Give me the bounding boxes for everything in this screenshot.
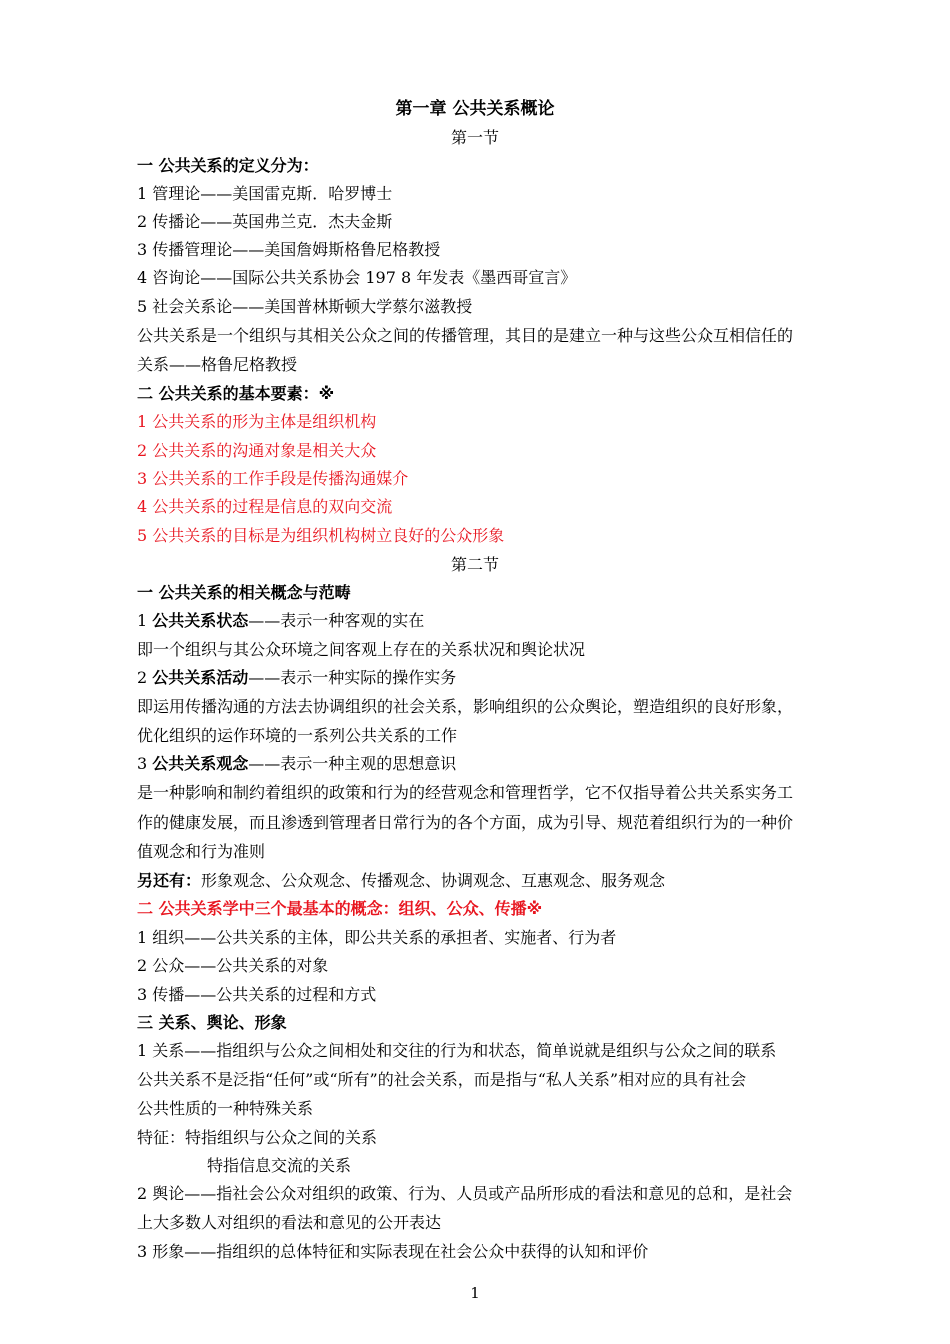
list-item: 4 咨询论——国际公共关系协会 197 8 年发表《墨西哥宣言》 <box>137 268 577 287</box>
paragraph: 作的健康发展，而且渗透到管理者日常行为的各个方面，成为引导、规范着组织行为的一种价 <box>137 813 794 832</box>
paragraph: 值观念和行为准则 <box>137 842 266 861</box>
item-number: 3 <box>137 754 153 773</box>
list-item: 1 关系——指组织与公众之间相处和交往的行为和状态，简单说就是组织与公众之间的联系 <box>137 1041 777 1060</box>
heading: 三 关系、舆论、形象 <box>137 1013 287 1032</box>
paragraph: 特征：特指组织与公众之间的关系 <box>137 1128 378 1147</box>
list-item: 3 传播——公共关系的过程和方式 <box>137 985 377 1004</box>
term: 公共关系观念 <box>152 754 249 773</box>
page-number: 1 <box>470 1284 480 1302</box>
also-text: 形象观念、公众观念、传播观念、协调观念、互惠观念、服务观念 <box>201 871 666 890</box>
heading: 一 公共关系的定义分为： <box>137 156 319 175</box>
also-label: 另还有： <box>137 871 202 890</box>
item-text: ——表示一种主观的思想意识 <box>248 754 457 773</box>
list-item: 5 公共关系的目标是为组织机构树立良好的公众形象 <box>137 526 505 545</box>
section-heading: 第二节 <box>450 555 499 574</box>
list-item: 1 管理论——美国雷克斯．哈罗博士 <box>137 184 393 203</box>
term: 公共关系活动 <box>152 668 249 687</box>
list-item: 2 公共关系的沟通对象是相关大众 <box>137 441 377 460</box>
paragraph: 优化组织的运作环境的一系列公共关系的工作 <box>137 726 458 745</box>
term: 公共关系状态 <box>152 611 249 630</box>
list-item: 2 舆论——指社会公众对组织的政策、行为、人员或产品所形成的看法和意见的总和，是社会 <box>137 1184 793 1203</box>
list-item: 3 形象——指组织的总体特征和实际表现在社会公众中获得的认知和评价 <box>137 1242 649 1261</box>
list-item <box>137 611 862 631</box>
paragraph: 关系——格鲁尼格教授 <box>137 355 298 374</box>
list-item: 3 传播管理论——美国詹姆斯格鲁尼格教授 <box>137 240 441 259</box>
list-item: 1 公共关系的形为主体是组织机构 <box>137 412 377 431</box>
list-item <box>137 668 862 688</box>
item-number: 1 <box>137 611 153 630</box>
heading: 二 公共关系学中三个最基本的概念：组织、公众、传播※ <box>137 899 543 918</box>
paragraph: 上大多数人对组织的看法和意见的公开表达 <box>137 1213 442 1232</box>
list-item: 5 社会关系论——美国普林斯顿大学蔡尔滋教授 <box>137 297 473 316</box>
section-heading: 第一节 <box>450 128 499 147</box>
item-text: ——表示一种实际的操作实务 <box>248 668 457 687</box>
heading: 二 公共关系的基本要素：※ <box>137 384 335 403</box>
paragraph: 即一个组织与其公众环境之间客观上存在的关系状况和舆论状况 <box>137 640 586 659</box>
list-item: 4 公共关系的过程是信息的双向交流 <box>137 497 393 516</box>
paragraph: 特指信息交流的关系 <box>207 1156 352 1175</box>
list-item: 2 公众——公共关系的对象 <box>137 956 329 975</box>
list-item: 1 组织——公共关系的主体，即公共关系的承担者、实施者、行为者 <box>137 928 617 947</box>
paragraph: 是一种影响和制约着组织的政策和行为的经营观念和管理哲学，它不仅指导着公共关系实务工 <box>137 783 794 802</box>
item-number: 2 <box>137 668 153 687</box>
item-text: ——表示一种客观的实在 <box>248 611 425 630</box>
list-item: 2 传播论——英国弗兰克．杰夫金斯 <box>137 212 393 231</box>
heading: 一 公共关系的相关概念与范畴 <box>137 583 351 602</box>
list-item <box>137 754 862 774</box>
paragraph: 即运用传播沟通的方法去协调组织的社会关系，影响组织的公众舆论，塑造组织的良好形象， <box>137 697 794 716</box>
list-item: 3 公共关系的工作手段是传播沟通媒介 <box>137 469 409 488</box>
paragraph: 公共关系不是泛指“任何”或“所有”的社会关系，而是指与“私人关系”相对应的具有社会 <box>137 1070 747 1089</box>
paragraph: 公共关系是一个组织与其相关公众之间的传播管理，其目的是建立一种与这些公众互相信任的 <box>137 326 794 345</box>
chapter-title: 第一章 公共关系概论 <box>395 99 555 119</box>
paragraph: 公共性质的一种特殊关系 <box>137 1099 314 1118</box>
paragraph <box>137 871 862 891</box>
